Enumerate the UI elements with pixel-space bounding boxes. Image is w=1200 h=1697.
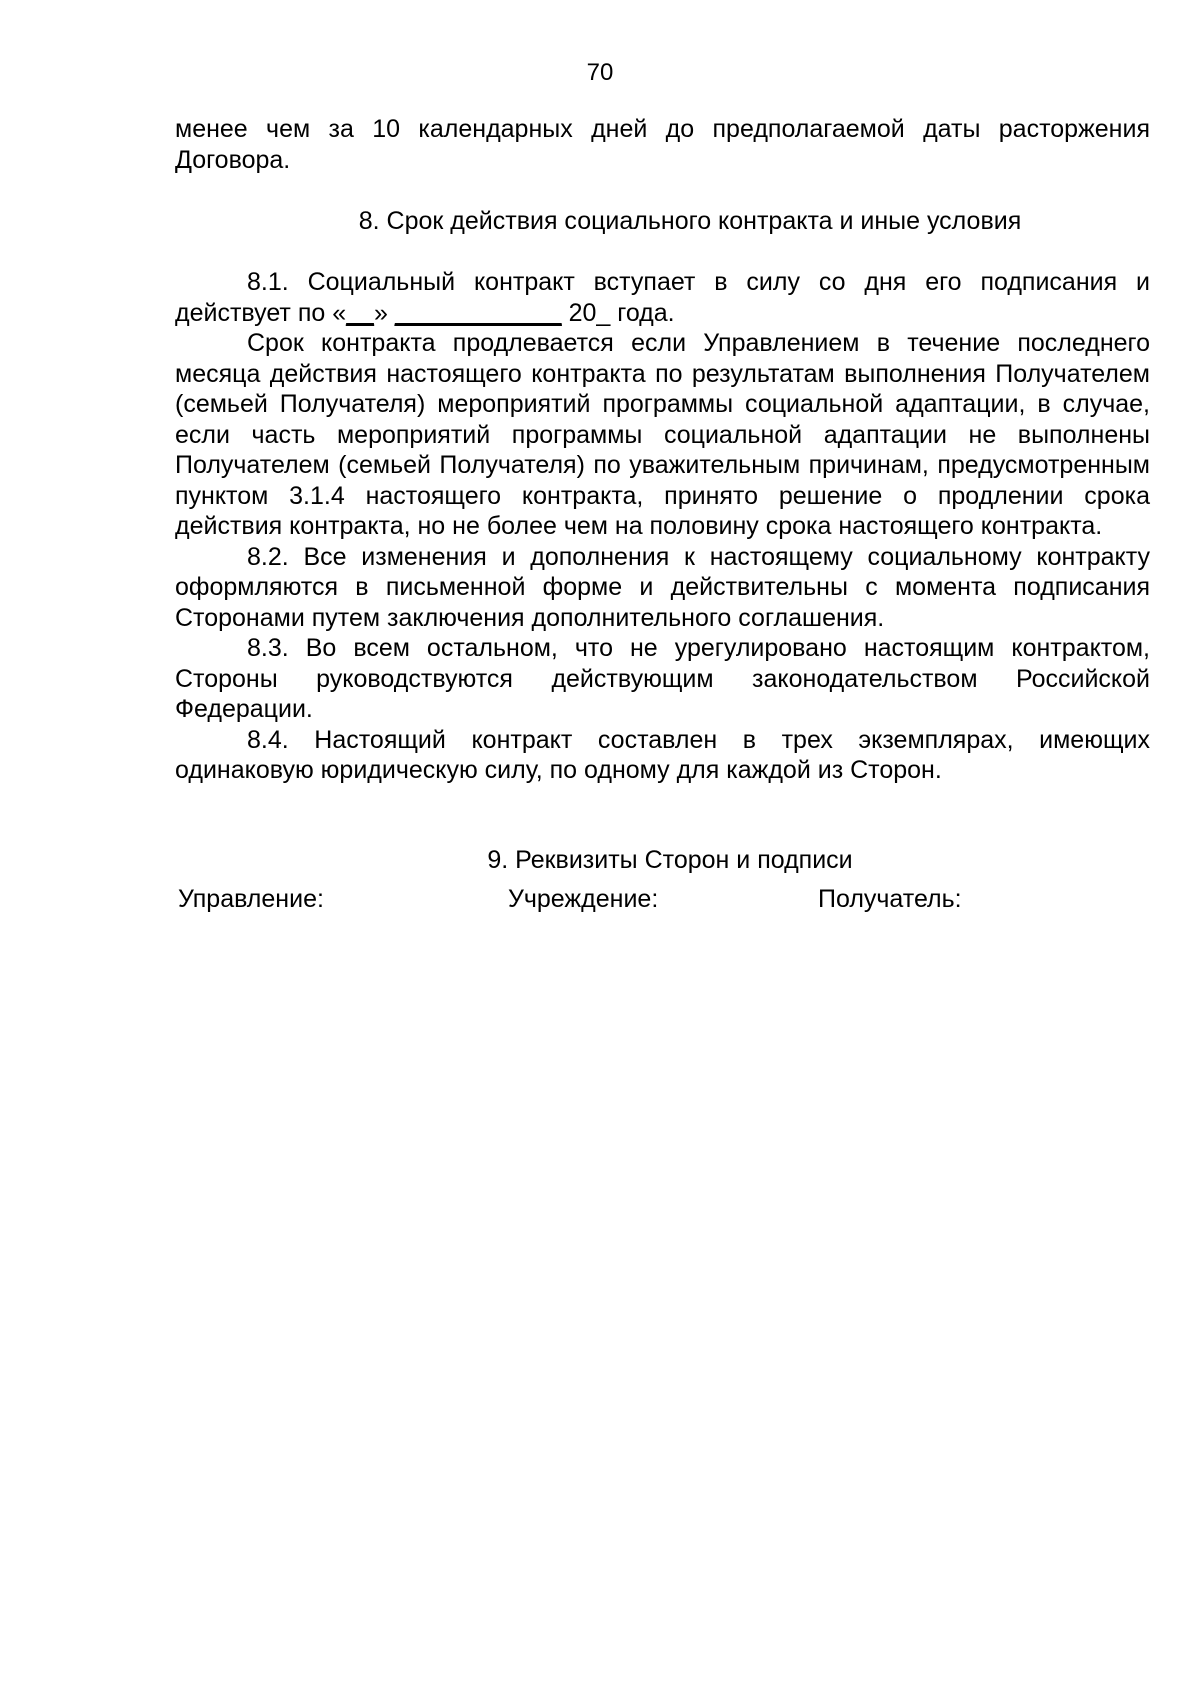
paragraph-8-1 bbox=[175, 267, 1150, 328]
paragraph-8-3: 8.3. Во всем остальном, что не урегулировано настоящим контрактом, Стороны руководствуются действующим законодательством Российской Федерации. bbox=[175, 634, 1150, 723]
intro-block bbox=[175, 114, 1150, 175]
paragraph-8-1-mid: » bbox=[373, 298, 395, 327]
intro-paragraph: менее чем за 10 календарных дней до предполагаемой даты расторжения Договора. bbox=[175, 115, 1150, 174]
paragraph-8-2: 8.2. Все изменения и дополнения к настоящему социальному контракту оформляются в письменной форме и действительны с момента подписания Сторонами путем заключения дополнительного соглашения. bbox=[175, 542, 1150, 632]
party-institution-label: Учреждение: bbox=[508, 885, 659, 913]
paragraph-8-1-extension: Срок контракта продлевается если Управлением в течение последнего месяца действия настоящего контракта по результатам выполнения Получателем (семьей Получателя) мероприятий программы социальной адаптации, в случае, если часть мероприятий программы социальной адаптации не выполнены Получателем (семьей Получателя) по уважительным причинам, предусмотренным пунктом 3.1.4 настоящего контракта, принято решение о продлении срока действия контракта, но не более чем на половину срока настоящего контракта. bbox=[175, 329, 1150, 540]
paragraph-8-4: 8.4. Настоящий контракт составлен в трех экземплярах, имеющих одинаковую юридическую силу, по одному для каждой из Сторон. bbox=[175, 725, 1150, 784]
paragraph-8-1-end: 20_ года. bbox=[561, 298, 675, 327]
signatures-row bbox=[0, 884, 1200, 918]
blank-month: ____________ bbox=[394, 298, 562, 327]
section-8-body bbox=[175, 267, 1150, 786]
blank-day: __ bbox=[346, 298, 374, 327]
party-management-label: Управление: bbox=[178, 885, 324, 913]
section-8-title: 8. Срок действия социального контракта и иные условия bbox=[358, 207, 1022, 235]
party-recipient-label: Получатель: bbox=[818, 885, 962, 913]
section-8 bbox=[175, 206, 1150, 237]
section-9-title: 9. Реквизиты Сторон и подписи bbox=[487, 846, 853, 874]
section-9 bbox=[175, 845, 1150, 876]
paragraph-8-1-text: 8.1. Социальный контракт вступает в силу со дня его подписания и действует по « bbox=[175, 268, 1150, 327]
page-number: 70 bbox=[586, 59, 614, 86]
